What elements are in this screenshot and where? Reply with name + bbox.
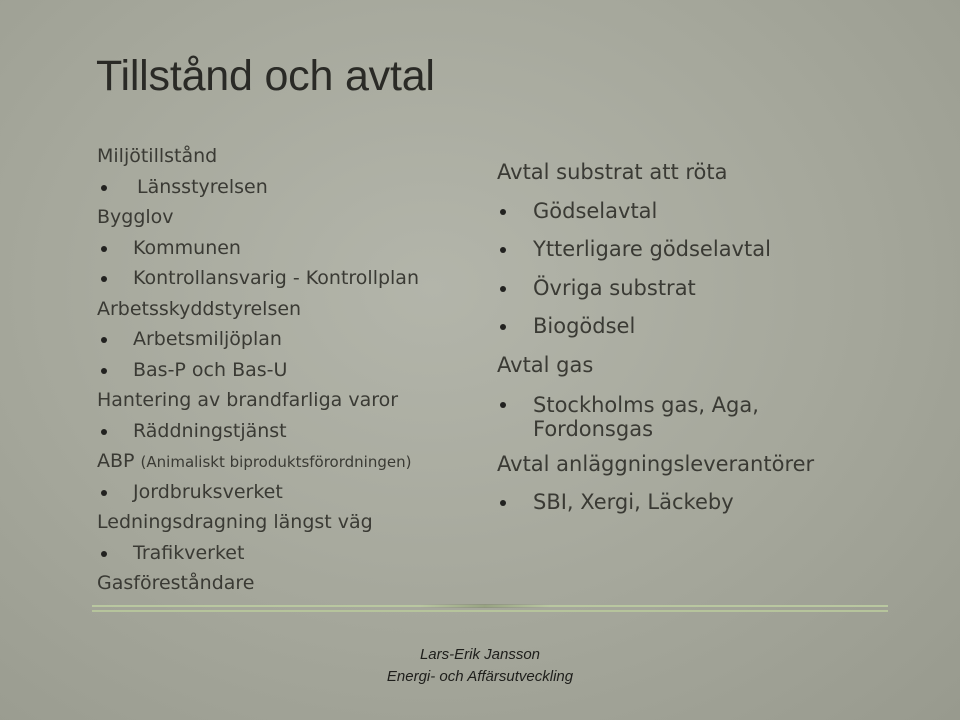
list-item-text: Biogödsel xyxy=(533,314,636,339)
list-item xyxy=(97,263,477,294)
list-item-text: Bas-P och Bas-U xyxy=(133,358,288,381)
list-item-text: Avtal gas xyxy=(497,352,594,377)
footer-divider-bottom xyxy=(92,610,888,612)
list-item xyxy=(497,385,783,445)
list-item-text: Miljötillstånd xyxy=(97,145,218,167)
list-item xyxy=(97,202,477,233)
list-item xyxy=(97,416,477,447)
list-item-text: Avtal anläggningsleverantörer xyxy=(497,451,815,476)
list-item-text: Avtal substrat att röta xyxy=(497,160,728,184)
list-item xyxy=(97,385,477,416)
list-item-text: Gödselavtal xyxy=(533,198,658,223)
divider-shade xyxy=(420,604,550,608)
list-item-text: Ytterligare gödselavtal xyxy=(533,237,771,262)
right-bullet-list xyxy=(497,153,917,522)
list-item-text: Ledningsdragning längst väg xyxy=(97,511,373,533)
list-item-text: SBI, Xergi, Läckeby xyxy=(533,490,734,515)
list-item-text: Övriga substrat xyxy=(533,275,696,300)
list-item xyxy=(97,477,477,508)
list-item xyxy=(97,324,477,355)
list-item xyxy=(97,233,477,264)
list-item xyxy=(97,538,477,569)
list-item-text: Stockholms gas, Aga, Fordonsgas xyxy=(533,392,759,441)
left-bullet-list xyxy=(97,141,477,599)
list-item xyxy=(97,294,477,325)
list-item-text: Kontrollansvarig - Kontrollplan xyxy=(133,267,419,289)
list-item-text: Bygglov xyxy=(97,206,174,228)
list-item-text: Trafikverket xyxy=(133,541,245,564)
list-item-text: ABP xyxy=(97,450,135,472)
list-item xyxy=(497,230,917,269)
list-item xyxy=(497,192,917,231)
list-item-text: Räddningstjänst xyxy=(133,419,287,442)
list-item xyxy=(97,507,477,538)
footer-author: Lars-Erik Jansson xyxy=(419,646,541,663)
list-item xyxy=(97,355,477,386)
list-item-text: Hantering av brandfarliga varor xyxy=(97,389,399,411)
list-item xyxy=(497,153,917,192)
list-item-text: Länsstyrelsen xyxy=(137,175,268,198)
list-item xyxy=(497,269,917,308)
list-item xyxy=(497,307,917,346)
list-item xyxy=(97,141,477,172)
footer-company: Energi- och Affärsutveckling xyxy=(386,668,574,685)
list-item xyxy=(97,172,477,203)
slide-title: Tillstånd och avtal xyxy=(96,52,435,100)
list-item-text: Gasföreståndare xyxy=(97,572,255,594)
list-item-text: Kommunen xyxy=(133,236,241,259)
list-item xyxy=(497,483,917,522)
list-item xyxy=(497,445,917,484)
list-item-text: Arbetsskyddstyrelsen xyxy=(97,297,302,320)
list-item-text: Jordbruksverket xyxy=(133,480,283,503)
list-item-note: (Animaliskt biproduktsförordningen) xyxy=(140,453,412,471)
list-item xyxy=(97,568,477,599)
list-item-text: Arbetsmiljöplan xyxy=(133,328,282,350)
list-item xyxy=(497,346,917,385)
list-item xyxy=(97,446,477,477)
